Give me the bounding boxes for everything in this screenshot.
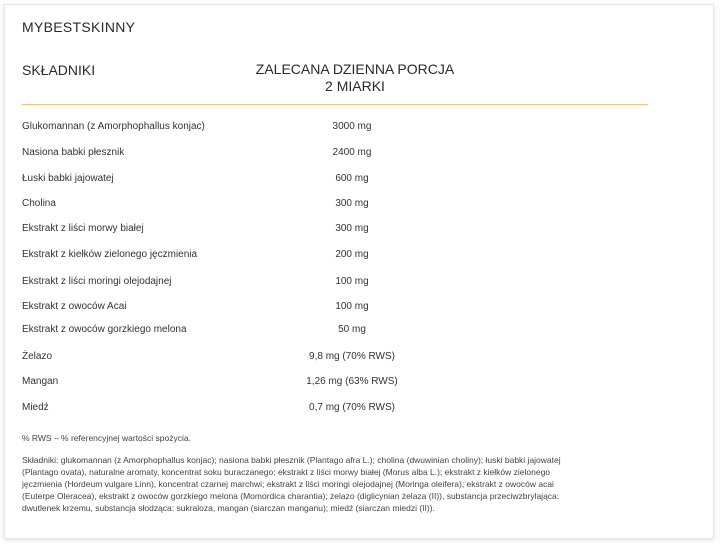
portion-column-title: ZALECANA DZIENNA PORCJA	[255, 61, 455, 77]
ingredient-row	[22, 276, 442, 292]
ingredient-name: Łuski babki jajowatej	[22, 173, 114, 184]
ingredient-row	[22, 324, 442, 340]
ingredient-row	[22, 249, 442, 265]
ingredient-row	[22, 351, 442, 367]
ingredient-amount: 50 mg	[338, 324, 366, 335]
composition-line: (Plantago ovata), naturalne aromaty, koncentrat soku buraczanego; ekstrakt z liści morwy białej (Morus alba L.); ekstrakt z kiełków zielonego	[22, 467, 551, 477]
ingredient-name: Nasiona babki płesznik	[22, 147, 125, 158]
ingredients-column-header: SKŁADNIKI	[22, 62, 96, 78]
ingredient-amount: 300 mg	[335, 198, 369, 209]
ingredient-row	[22, 173, 442, 189]
ingredient-amount: 100 mg	[335, 276, 369, 287]
ingredients-composition	[22, 454, 622, 514]
ingredient-name: Ekstrakt z liści morwy białej	[22, 223, 144, 234]
ingredient-amount: 3000 mg	[332, 121, 372, 132]
brand-name: MYBESTSKINNY	[22, 19, 136, 35]
ingredient-amount: 100 mg	[335, 301, 369, 312]
portion-column-header	[240, 61, 470, 95]
composition-line: Składniki: glukomannan (z Amorphophallus konjac); nasiona babki płesznik (Plantago afra L.); cholina (dwuwinian choliny); łuski babki jajowatej	[22, 455, 561, 465]
ingredient-name: Ekstrakt z liści moringi olejodajnej	[22, 276, 172, 287]
portion-column-subtitle: 2 MIARKI	[325, 78, 385, 94]
header-divider	[22, 104, 648, 105]
ingredient-amount: 200 mg	[335, 249, 369, 260]
ingredient-amount: 600 mg	[335, 173, 369, 184]
ingredient-amount: 2400 mg	[332, 147, 372, 158]
ingredient-amount: 9,8 mg (70% RWS)	[309, 351, 395, 362]
rws-footnote: % RWS – % referencyjnej wartości spożycia.	[22, 433, 191, 443]
ingredient-row	[22, 198, 442, 214]
ingredient-amount: 1,26 mg (63% RWS)	[306, 376, 398, 387]
ingredient-name: Miedź	[22, 402, 49, 413]
ingredient-name: Glukomannan (z Amorphophallus konjac)	[22, 121, 205, 132]
ingredient-name: Cholina	[22, 198, 56, 209]
ingredient-name: Żelazo	[22, 351, 53, 362]
ingredient-name: Mangan	[22, 376, 59, 387]
ingredient-row	[22, 147, 442, 163]
ingredient-row	[22, 223, 442, 239]
composition-line: jęczmienia (Hordeum vulgare Linn), koncentrat czarnej marchwi; ekstrakt z liści moringi olejodajnej (Moringa oleifera); ekstrakt z owoców acai	[22, 479, 554, 489]
ingredient-row	[22, 301, 442, 317]
ingredient-amount: 0,7 mg (70% RWS)	[309, 402, 395, 413]
ingredient-name: Ekstrakt z owoców Acai	[22, 301, 127, 312]
ingredient-row	[22, 402, 442, 418]
ingredient-name: Ekstrakt z kiełków zielonego jęczmienia	[22, 249, 198, 260]
composition-line: dwutlenek krzemu, substancja słodząca: sukraloza, mangan (siarczan manganu); miedź (siarczan miedzi (II)).	[22, 503, 435, 513]
ingredient-row	[22, 376, 442, 392]
ingredient-row	[22, 121, 442, 137]
ingredient-amount: 300 mg	[335, 223, 369, 234]
composition-line: (Euterpe Oleracea), ekstrakt z owoców gorzkiego melona (Momordica charantia); żelazo (diglicynian żelaza (II)), substancja przeciwzbrylająca:	[22, 491, 560, 501]
ingredient-name: Ekstrakt z owoców gorzkiego melona	[22, 324, 187, 335]
